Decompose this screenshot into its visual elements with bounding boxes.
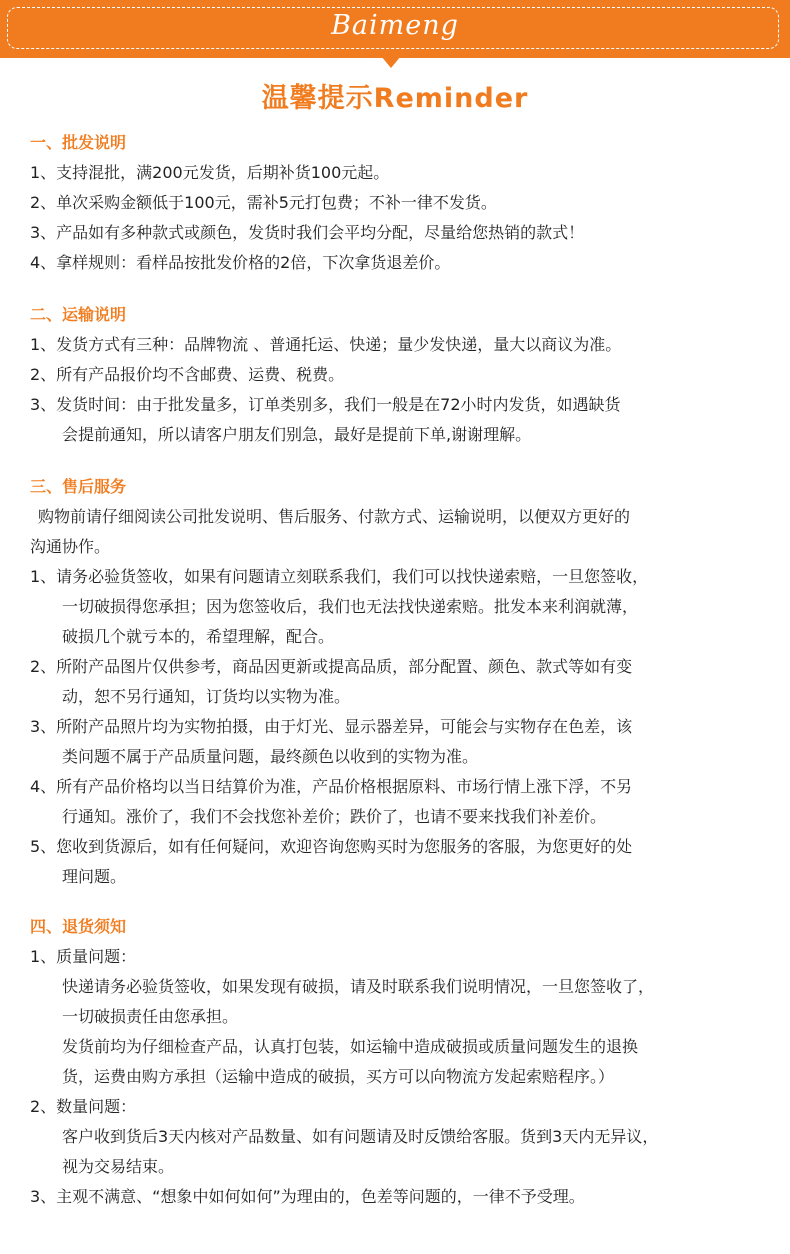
text-line: 发货前均为仔细检查产品，认真打包装，如运输中造成破损或质量问题发生的退换 <box>62 1037 639 1056</box>
text-line: 3、发货时间：由于批发量多，订单类别多，我们一般是在72小时内发货，如遇缺货 <box>30 395 621 414</box>
text-line: 行通知。涨价了，我们不会找您补差价；跌价了，也请不要来找我们补差价。 <box>62 807 607 826</box>
section-after-sales <box>30 472 780 892</box>
text-line: 购物前请仔细阅读公司批发说明、售后服务、付款方式、运输说明，以便双方更好的 <box>38 507 631 526</box>
text-line: 1、发货方式有三种：品牌物流 、普通托运、快递；量少发快递，量大以商议为准。 <box>30 335 622 354</box>
header-banner <box>0 0 790 58</box>
section-heading: 四、退货须知 <box>30 917 127 936</box>
text-line: 1、请务必验货签收，如果有问题请立刻联系我们，我们可以找快递索赔，一旦您签收， <box>30 567 649 586</box>
text-line: 客户收到货后3天内核对产品数量、如有问题请及时反馈给客服。货到3天内无异议， <box>62 1127 659 1146</box>
section-wholesale <box>30 128 780 278</box>
text-line: 3、产品如有多种款式或颜色，发货时我们会平均分配，尽量给您热销的款式！ <box>30 223 585 242</box>
text-line: 视为交易结束。 <box>62 1157 175 1176</box>
text-line: 一切破损得您承担；因为您签收后，我们也无法找快递索赔。批发本来利润就薄， <box>62 597 639 616</box>
brand-logo: Baimeng <box>331 10 459 41</box>
text-line: 一切破损责任由您承担。 <box>62 1007 239 1026</box>
text-line: 2、单次采购金额低于100元，需补5元打包费；不补一律不发货。 <box>30 193 497 212</box>
text-line: 2、所附产品图片仅供参考，商品因更新或提高品质，部分配置、颜色、款式等如有变 <box>30 657 633 676</box>
text-line: 2、所有产品报价均不含邮费、运费、税费。 <box>30 365 345 384</box>
text-line: 快递请务必验货签收，如果发现有破损，请及时联系我们说明情况，一旦您签收了， <box>62 977 655 996</box>
banner-pointer <box>381 56 401 68</box>
content <box>30 128 780 1212</box>
text-line: 3、所附产品照片均为实物拍摄，由于灯光、显示器差异，可能会与实物存在色差，该 <box>30 717 633 736</box>
text-line: 1、质量问题： <box>30 947 137 966</box>
text-line: 3、主观不满意、“想象中如何如何”为理由的，色差等问题的，一律不予受理。 <box>30 1187 585 1206</box>
text-line: 货，运费由购方承担（运输中造成的破损，买方可以向物流方发起索赔程序。） <box>62 1067 615 1086</box>
section-returns <box>30 912 780 1212</box>
text-line: 理问题。 <box>62 867 127 886</box>
text-line: 5、您收到货源后，如有任何疑问，欢迎咨询您购买时为您服务的客服，为您更好的处 <box>30 837 633 856</box>
text-line: 破损几个就亏本的，希望理解，配合。 <box>62 627 335 646</box>
text-line: 动，恕不另行通知，订货均以实物为准。 <box>62 687 351 706</box>
section-heading: 二、运输说明 <box>30 305 127 324</box>
text-line: 4、所有产品价格均以当日结算价为准，产品价格根据原料、市场行情上涨下浮，不另 <box>30 777 633 796</box>
page-title: 温馨提示Reminder <box>261 83 529 114</box>
text-line: 4、拿样规则：看样品按批发价格的2倍，下次拿货退差价。 <box>30 253 451 272</box>
section-heading: 三、售后服务 <box>30 477 127 496</box>
text-line: 沟通协作。 <box>30 537 111 556</box>
text-line: 会提前通知，所以请客户朋友们别急，最好是提前下单,谢谢理解。 <box>62 425 532 444</box>
section-heading: 一、批发说明 <box>30 133 127 152</box>
text-line: 类问题不属于产品质量问题，最终颜色以收到的实物为准。 <box>62 747 479 766</box>
text-line: 1、支持混批，满200元发货，后期补货100元起。 <box>30 163 390 182</box>
text-line: 2、数量问题： <box>30 1097 137 1116</box>
section-shipping <box>30 300 780 450</box>
